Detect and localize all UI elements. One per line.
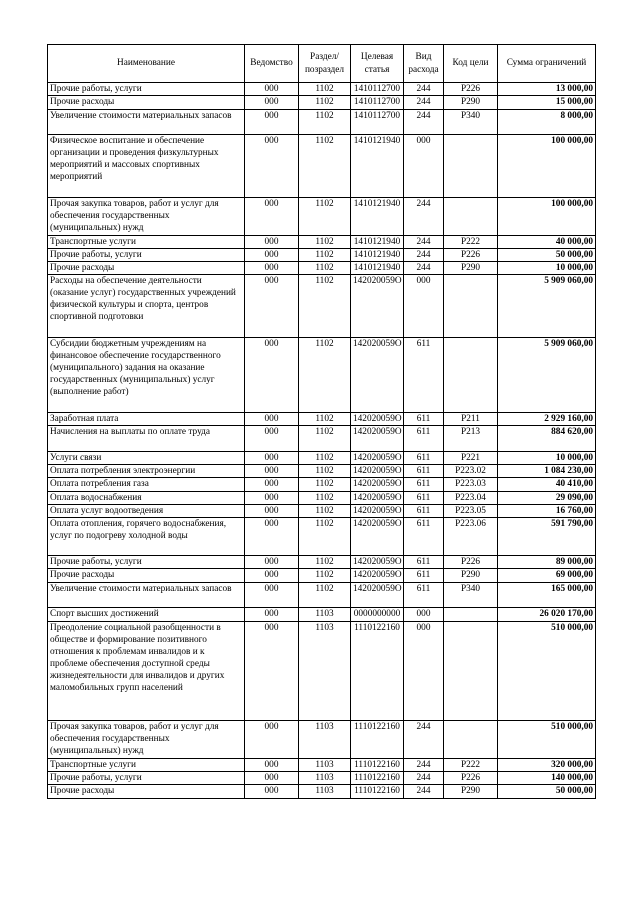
table-row (48, 491, 596, 504)
table-row (48, 758, 596, 771)
row-section-cell: 1103 (299, 772, 351, 785)
table-row (48, 197, 596, 235)
row-goal-code-cell: Р222 (444, 235, 498, 248)
row-department-cell: 000 (245, 197, 299, 235)
row-expense-type-cell: 611 (404, 556, 444, 569)
budget-table (47, 44, 596, 799)
row-goal-code-cell: Р290 (444, 262, 498, 275)
table-row (48, 412, 596, 425)
table-row (48, 451, 596, 464)
row-name-cell: Оплата отопления, горячего водоснабжения, услуг по подогреву холодной воды (48, 518, 245, 556)
row-name-cell: Прочие работы, услуги (48, 83, 245, 96)
row-department-cell: 000 (245, 518, 299, 556)
row-name-cell: Увеличение стоимости материальных запасов (48, 109, 245, 135)
table-row (48, 83, 596, 96)
row-expense-type-cell: 611 (404, 582, 444, 608)
table-row (48, 275, 596, 338)
row-goal-code-cell: Р211 (444, 412, 498, 425)
row-target-article-cell: 1110122160 (351, 772, 404, 785)
row-section-cell: 1103 (299, 621, 351, 720)
row-goal-code-cell: Р290 (444, 785, 498, 798)
table-row (48, 556, 596, 569)
row-goal-code-cell: Р226 (444, 772, 498, 785)
row-target-article-cell: 1410112700 (351, 83, 404, 96)
row-department-cell: 000 (245, 720, 299, 758)
table-row (48, 96, 596, 109)
row-department-cell: 000 (245, 478, 299, 491)
row-sum-cell: 16 760,00 (498, 504, 596, 517)
row-section-cell: 1102 (299, 556, 351, 569)
row-sum-cell: 40 000,00 (498, 235, 596, 248)
row-name-cell: Увеличение стоимости материальных запасов (48, 582, 245, 608)
row-target-article-cell: 1410121940 (351, 262, 404, 275)
row-sum-cell: 100 000,00 (498, 135, 596, 198)
row-sum-cell: 69 000,00 (498, 569, 596, 582)
row-department-cell: 000 (245, 262, 299, 275)
row-sum-cell: 13 000,00 (498, 83, 596, 96)
row-name-cell: Начисления на выплаты по оплате труда (48, 426, 245, 452)
table-row (48, 337, 596, 412)
row-expense-type-cell: 244 (404, 262, 444, 275)
row-department-cell: 000 (245, 83, 299, 96)
row-name-cell: Прочие расходы (48, 785, 245, 798)
row-target-article-cell: 142020059О (351, 491, 404, 504)
row-expense-type-cell: 000 (404, 621, 444, 720)
row-department-cell: 000 (245, 248, 299, 261)
row-target-article-cell: 142020059О (351, 412, 404, 425)
row-section-cell: 1102 (299, 262, 351, 275)
row-target-article-cell: 1410121940 (351, 248, 404, 261)
row-target-article-cell: 142020059О (351, 451, 404, 464)
table-row (48, 478, 596, 491)
table-row (48, 235, 596, 248)
row-section-cell: 1102 (299, 464, 351, 477)
row-expense-type-cell: 611 (404, 464, 444, 477)
row-department-cell: 000 (245, 96, 299, 109)
table-body (48, 83, 596, 799)
row-expense-type-cell: 611 (404, 451, 444, 464)
row-goal-code-cell: Р223.02 (444, 464, 498, 477)
table-row (48, 785, 596, 798)
row-department-cell: 000 (245, 608, 299, 621)
row-section-cell: 1102 (299, 96, 351, 109)
row-goal-code-cell: Р226 (444, 556, 498, 569)
row-target-article-cell: 1410121940 (351, 197, 404, 235)
row-department-cell: 000 (245, 426, 299, 452)
row-sum-cell: 100 000,00 (498, 197, 596, 235)
row-goal-code-cell (444, 337, 498, 412)
row-goal-code-cell (444, 135, 498, 198)
row-expense-type-cell: 000 (404, 135, 444, 198)
row-section-cell: 1102 (299, 491, 351, 504)
table-row (48, 248, 596, 261)
row-goal-code-cell: Р223.06 (444, 518, 498, 556)
row-goal-code-cell (444, 197, 498, 235)
col-header-section: Раздел/ позраздел (299, 45, 351, 83)
row-goal-code-cell: Р223.05 (444, 504, 498, 517)
row-name-cell: Услуги связи (48, 451, 245, 464)
row-target-article-cell: 142020059О (351, 582, 404, 608)
row-section-cell: 1103 (299, 720, 351, 758)
row-department-cell: 000 (245, 275, 299, 338)
row-name-cell: Физическое воспитание и обеспечение организации и проведения физкультурных мероприятий и массовых спортивных мероприятий (48, 135, 245, 198)
row-department-cell: 000 (245, 772, 299, 785)
table-row (48, 608, 596, 621)
row-target-article-cell: 142020059О (351, 275, 404, 338)
row-target-article-cell: 1110122160 (351, 720, 404, 758)
col-header-expense-type: Вид расхода (404, 45, 444, 83)
row-department-cell: 000 (245, 491, 299, 504)
row-section-cell: 1102 (299, 582, 351, 608)
table-row (48, 720, 596, 758)
table-row (48, 504, 596, 517)
row-expense-type-cell: 611 (404, 412, 444, 425)
row-department-cell: 000 (245, 621, 299, 720)
row-section-cell: 1102 (299, 518, 351, 556)
row-sum-cell: 50 000,00 (498, 248, 596, 261)
row-department-cell: 000 (245, 569, 299, 582)
row-department-cell: 000 (245, 785, 299, 798)
row-expense-type-cell: 244 (404, 785, 444, 798)
row-expense-type-cell: 244 (404, 235, 444, 248)
row-department-cell: 000 (245, 135, 299, 198)
row-expense-type-cell: 611 (404, 426, 444, 452)
document-page (47, 44, 595, 799)
row-target-article-cell: 1410121940 (351, 235, 404, 248)
row-sum-cell: 320 000,00 (498, 758, 596, 771)
table-row (48, 772, 596, 785)
row-sum-cell: 591 790,00 (498, 518, 596, 556)
row-expense-type-cell: 000 (404, 275, 444, 338)
row-expense-type-cell: 611 (404, 478, 444, 491)
table-header-row (48, 45, 596, 83)
table-row (48, 464, 596, 477)
row-section-cell: 1102 (299, 235, 351, 248)
row-department-cell: 000 (245, 337, 299, 412)
col-header-target-article: Целевая статья (351, 45, 404, 83)
row-section-cell: 1103 (299, 608, 351, 621)
row-section-cell: 1102 (299, 478, 351, 491)
row-target-article-cell: 142020059О (351, 337, 404, 412)
row-sum-cell: 510 000,00 (498, 621, 596, 720)
col-header-name: Наименование (48, 45, 245, 83)
row-section-cell: 1102 (299, 337, 351, 412)
row-department-cell: 000 (245, 464, 299, 477)
row-department-cell: 000 (245, 556, 299, 569)
row-department-cell: 000 (245, 412, 299, 425)
row-target-article-cell: 142020059О (351, 504, 404, 517)
row-goal-code-cell (444, 275, 498, 338)
row-section-cell: 1102 (299, 569, 351, 582)
row-sum-cell: 8 000,00 (498, 109, 596, 135)
row-name-cell: Прочие работы, услуги (48, 248, 245, 261)
row-target-article-cell: 142020059О (351, 426, 404, 452)
row-department-cell: 000 (245, 582, 299, 608)
row-sum-cell: 89 000,00 (498, 556, 596, 569)
row-name-cell: Преодоление социальной разобщенности в обществе и формирование позитивного отношения к проблемам инвалидов и к проблеме обеспечения доступной среды жизнедеятельности для инвалидов и других маломобильных групп населений (48, 621, 245, 720)
row-department-cell: 000 (245, 451, 299, 464)
row-sum-cell: 26 020 170,00 (498, 608, 596, 621)
row-goal-code-cell: Р290 (444, 569, 498, 582)
row-expense-type-cell: 000 (404, 608, 444, 621)
table-row (48, 569, 596, 582)
row-department-cell: 000 (245, 109, 299, 135)
row-name-cell: Оплата услуг водоотведения (48, 504, 245, 517)
row-expense-type-cell: 611 (404, 337, 444, 412)
row-expense-type-cell: 244 (404, 720, 444, 758)
row-name-cell: Оплата водоснабжения (48, 491, 245, 504)
row-target-article-cell: 142020059О (351, 518, 404, 556)
row-goal-code-cell (444, 608, 498, 621)
row-section-cell: 1102 (299, 426, 351, 452)
row-goal-code-cell: Р340 (444, 582, 498, 608)
row-sum-cell: 2 929 160,00 (498, 412, 596, 425)
row-goal-code-cell: Р223.03 (444, 478, 498, 491)
row-sum-cell: 15 000,00 (498, 96, 596, 109)
row-target-article-cell: 1110122160 (351, 785, 404, 798)
row-department-cell: 000 (245, 758, 299, 771)
row-name-cell: Субсидии бюджетным учреждениям на финансовое обеспечение государственного (муниципального) задания на оказание государственных (муниципальных) услуг (выполнение работ) (48, 337, 245, 412)
row-name-cell: Прочие расходы (48, 569, 245, 582)
row-target-article-cell: 1410112700 (351, 96, 404, 109)
row-sum-cell: 40 410,00 (498, 478, 596, 491)
row-section-cell: 1102 (299, 197, 351, 235)
row-sum-cell: 5 909 060,00 (498, 337, 596, 412)
row-name-cell: Транспортные услуги (48, 758, 245, 771)
table-row (48, 582, 596, 608)
row-sum-cell: 1 084 230,00 (498, 464, 596, 477)
row-target-article-cell: 142020059О (351, 556, 404, 569)
row-sum-cell: 10 000,00 (498, 451, 596, 464)
row-goal-code-cell (444, 621, 498, 720)
row-name-cell: Расходы на обеспечение деятельности (оказание услуг) государственных учреждений физической культуры и спорта, центров спортивной подготовки (48, 275, 245, 338)
row-target-article-cell: 1410121940 (351, 135, 404, 198)
row-target-article-cell: 1410112700 (351, 109, 404, 135)
row-goal-code-cell (444, 720, 498, 758)
row-target-article-cell: 1110122160 (351, 621, 404, 720)
row-sum-cell: 5 909 060,00 (498, 275, 596, 338)
row-section-cell: 1103 (299, 758, 351, 771)
row-sum-cell: 10 000,00 (498, 262, 596, 275)
row-target-article-cell: 0000000000 (351, 608, 404, 621)
table-row (48, 621, 596, 720)
row-name-cell: Оплата потребления газа (48, 478, 245, 491)
row-expense-type-cell: 244 (404, 197, 444, 235)
row-section-cell: 1102 (299, 451, 351, 464)
row-sum-cell: 884 620,00 (498, 426, 596, 452)
row-name-cell: Прочая закупка товаров, работ и услуг для обеспечения государственных (муниципальных) нужд (48, 197, 245, 235)
row-sum-cell: 510 000,00 (498, 720, 596, 758)
row-target-article-cell: 142020059О (351, 569, 404, 582)
table-row (48, 518, 596, 556)
row-expense-type-cell: 244 (404, 248, 444, 261)
row-name-cell: Прочие расходы (48, 262, 245, 275)
row-expense-type-cell: 244 (404, 96, 444, 109)
row-target-article-cell: 1110122160 (351, 758, 404, 771)
row-name-cell: Транспортные услуги (48, 235, 245, 248)
row-sum-cell: 29 090,00 (498, 491, 596, 504)
col-header-department: Ведомство (245, 45, 299, 83)
row-name-cell: Спорт высших достижений (48, 608, 245, 621)
row-name-cell: Прочие расходы (48, 96, 245, 109)
row-section-cell: 1102 (299, 248, 351, 261)
row-section-cell: 1102 (299, 275, 351, 338)
row-expense-type-cell: 244 (404, 83, 444, 96)
row-sum-cell: 140 000,00 (498, 772, 596, 785)
row-expense-type-cell: 611 (404, 518, 444, 556)
row-name-cell: Оплата потребления электроэнергии (48, 464, 245, 477)
row-section-cell: 1102 (299, 504, 351, 517)
row-goal-code-cell: Р226 (444, 83, 498, 96)
row-section-cell: 1103 (299, 785, 351, 798)
row-department-cell: 000 (245, 235, 299, 248)
row-name-cell: Заработная плата (48, 412, 245, 425)
row-section-cell: 1102 (299, 135, 351, 198)
row-expense-type-cell: 611 (404, 504, 444, 517)
row-goal-code-cell: Р223.04 (444, 491, 498, 504)
row-goal-code-cell: Р226 (444, 248, 498, 261)
row-expense-type-cell: 244 (404, 109, 444, 135)
row-name-cell: Прочая закупка товаров, работ и услуг для обеспечения государственных (муниципальных) нужд (48, 720, 245, 758)
row-target-article-cell: 142020059О (351, 464, 404, 477)
table-row (48, 426, 596, 452)
row-sum-cell: 165 000,00 (498, 582, 596, 608)
row-expense-type-cell: 244 (404, 772, 444, 785)
row-goal-code-cell: Р221 (444, 451, 498, 464)
row-goal-code-cell: Р222 (444, 758, 498, 771)
row-section-cell: 1102 (299, 83, 351, 96)
col-header-limit-sum: Сумма ограничений (498, 45, 596, 83)
row-goal-code-cell: Р290 (444, 96, 498, 109)
row-expense-type-cell: 244 (404, 758, 444, 771)
row-expense-type-cell: 611 (404, 491, 444, 504)
row-name-cell: Прочие работы, услуги (48, 556, 245, 569)
table-row (48, 262, 596, 275)
row-section-cell: 1102 (299, 412, 351, 425)
row-goal-code-cell: Р213 (444, 426, 498, 452)
table-row (48, 109, 596, 135)
row-target-article-cell: 142020059О (351, 478, 404, 491)
row-expense-type-cell: 611 (404, 569, 444, 582)
table-row (48, 135, 596, 198)
row-sum-cell: 50 000,00 (498, 785, 596, 798)
row-section-cell: 1102 (299, 109, 351, 135)
col-header-goal-code: Код цели (444, 45, 498, 83)
row-department-cell: 000 (245, 504, 299, 517)
row-name-cell: Прочие работы, услуги (48, 772, 245, 785)
row-goal-code-cell: Р340 (444, 109, 498, 135)
